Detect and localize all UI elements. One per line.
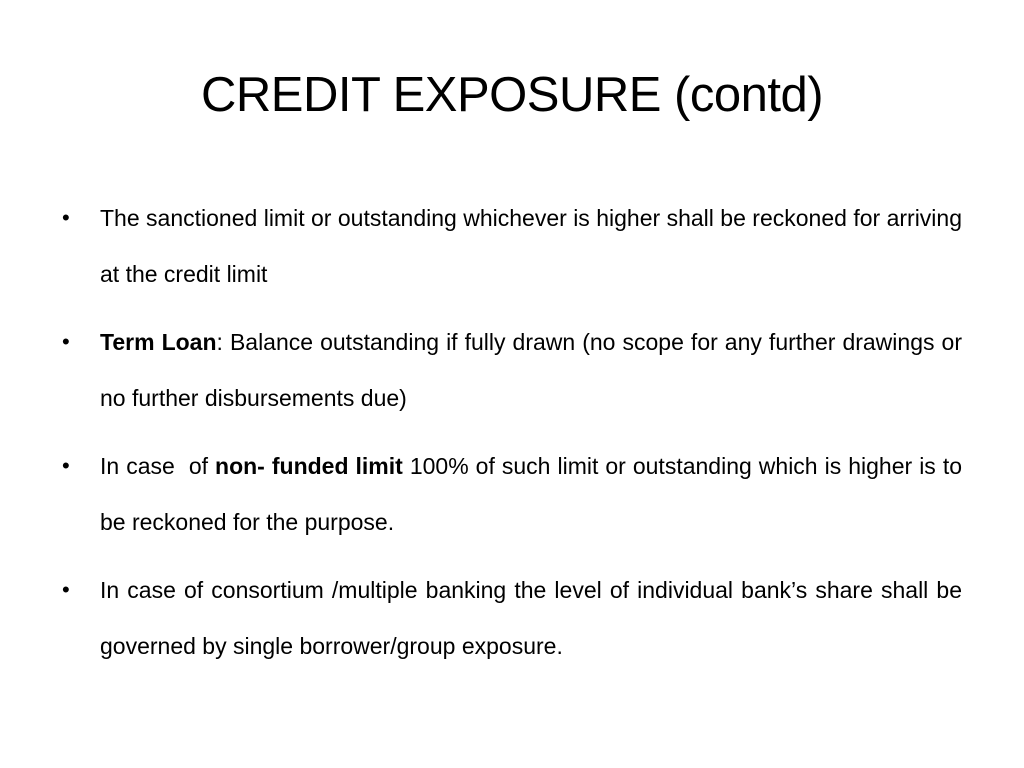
bullet-icon: • — [62, 577, 70, 602]
bullet-text: In case of consortium /multiple banking the level of individual bank’s share shall be governed by single borrower/group exposure. — [100, 577, 962, 659]
bullet-item — [62, 438, 962, 550]
bullet-icon: • — [62, 453, 70, 478]
bullet-text: 100% of such limit or outstanding which is higher is to be reckoned for the purpose. — [100, 453, 963, 535]
bullet-item — [62, 562, 962, 674]
bullet-icon: • — [62, 205, 70, 230]
slide-title: CREDIT EXPOSURE (contd) — [200, 68, 824, 122]
bullet-item — [62, 190, 962, 302]
bullet-text-prefix: In case of — [100, 453, 216, 479]
bullet-item — [62, 314, 962, 426]
bullet-text: The sanctioned limit or outstanding whichever is higher shall be reckoned for arriving at the credit limit — [100, 205, 962, 287]
bullet-text: : Balance outstanding if fully drawn (no scope for any further drawings or no further disbursements due) — [100, 329, 962, 411]
bullet-bold-text: Term Loan — [100, 329, 217, 355]
bullet-icon: • — [62, 329, 70, 354]
bullet-bold-text: non- funded limit — [215, 453, 403, 479]
bullet-list — [62, 190, 962, 686]
